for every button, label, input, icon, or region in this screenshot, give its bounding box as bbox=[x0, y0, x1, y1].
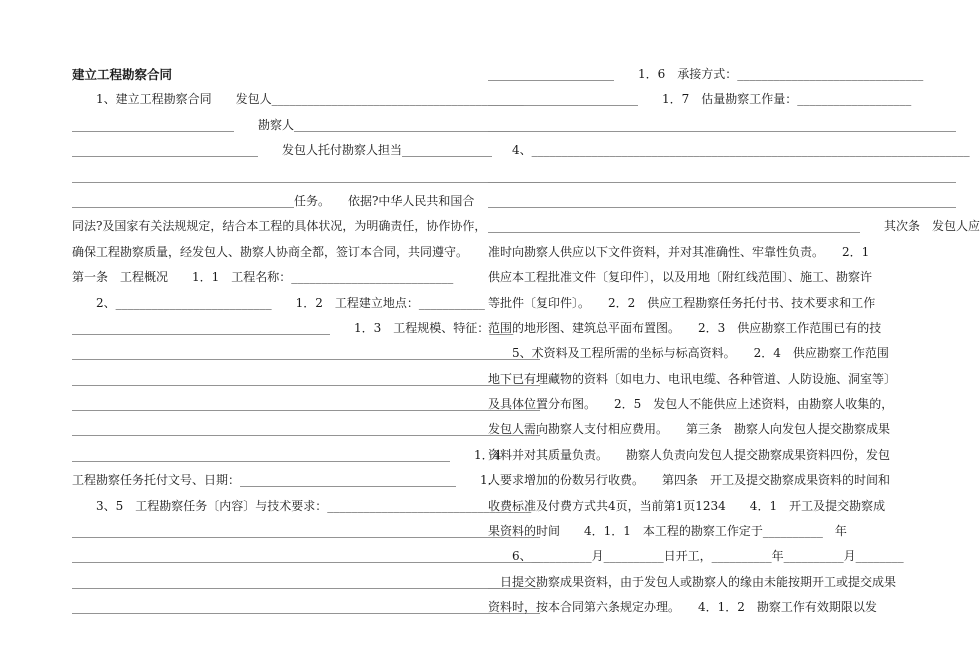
left-line-18: ______________________________________________________________________________ bbox=[72, 524, 540, 539]
left-line-3: _______________________________ 发包人托付勘察人担当_______________ bbox=[72, 143, 493, 158]
left-line-12: ______________________________________________________________________________ bbox=[72, 371, 540, 386]
right-line-5: ______________________________________________________________________________ bbox=[488, 193, 956, 208]
left-line-13: ______________________________________________________________________________ bbox=[72, 397, 540, 412]
left-line-2: ___________________________ 勘察人____________________________________ bbox=[72, 117, 511, 132]
right-line-14: 发包人需向勘察人支付相应费用。 第三条 勘察人向发包人提交勘察成果 bbox=[488, 422, 891, 437]
right-line-4: ______________________________________________________________________________ bbox=[488, 168, 956, 183]
left-line-21: ______________________________________________________________________________ bbox=[72, 600, 540, 615]
left-line-20: ______________________________________________________________________________ bbox=[72, 574, 540, 589]
right-line-20: __日提交勘察成果资料，由于发包人或勘察人的缘由未能按期开工或提交成果 bbox=[488, 574, 897, 589]
left-line-1: 1、建立工程勘察合同 发包人__________________________________________ bbox=[72, 92, 524, 107]
right-line-9: 等批件〔复印件〕。 2．2 供应工程勘察任务托付书、技术要求和工作 bbox=[488, 295, 876, 310]
left-line-11: ______________________________________________________________________________ bbox=[72, 346, 540, 361]
right-line-21: 资料时，按本合同第六条规定办理。 4．1．2 勘察工作有效期限以发 bbox=[488, 600, 877, 615]
document-title: 建立工程勘察合同 bbox=[72, 67, 173, 82]
left-line-10: ___________________________________________ 1．3 工程规模、特征：____ bbox=[72, 320, 514, 335]
right-line-19: 6、__________月__________日开工，__________年__________月________ bbox=[488, 549, 904, 564]
right-line-11: 5、术资料及工程所需的坐标与标高资料。 2．4 供应勘察工作范围 bbox=[488, 346, 889, 361]
left-line-14: ______________________________________________________________________________ bbox=[72, 422, 540, 437]
right-line-10: 范围的地形图、建筑总平面布置图。 2．3 供应勘察工作范围已有的技 bbox=[488, 320, 882, 335]
right-line-2: ______________________________________________________________________________ bbox=[488, 117, 956, 132]
right-line-16: 人要求增加的份数另行收费。 第四条 开工及提交勘察成果资料的时间和 bbox=[488, 473, 891, 488]
left-line-15: _______________________________________________________________ 1．4 bbox=[72, 447, 502, 462]
right-line-1: _________________________ 1．7 估量勘察工作量：___________________ bbox=[488, 92, 912, 107]
left-line-5: _____________________________________任务。 依据?中华人民共和国合 bbox=[72, 193, 475, 208]
right-line-17: 收费标准及付费方式共4页，当前第1页1234 4．1 开工及提交勘察成 bbox=[488, 498, 886, 513]
left-line-16: 工程勘察任务托付文号、日期：____________________________________ 1． bbox=[72, 473, 500, 488]
right-line-7: 准时向勘察人供应以下文件资料，并对其准确性、牢靠性负责。 2．1 bbox=[488, 244, 870, 259]
right-line-6: ______________________________________________________________ 其次条 发包人应 bbox=[488, 219, 980, 234]
right-line-15: 资料并对其质量负责。 勘察人负责向发包人提交勘察成果资料四份，发包 bbox=[488, 447, 891, 462]
right-line-8: 供应本工程批准文件〔复印件〕，以及用地〔附红线范围〕、施工、勘察许 bbox=[488, 270, 873, 285]
left-line-4: ______________________________________________________________________________ bbox=[72, 168, 540, 183]
right-line-0: _____________________ 1．6 承接方式：_______________________________ bbox=[488, 67, 924, 81]
right-column bbox=[488, 62, 980, 621]
left-line-19: ______________________________________________________________________________ bbox=[72, 549, 540, 564]
left-column bbox=[72, 62, 540, 621]
right-line-12: 地下已有埋藏物的资料〔如电力、电讯电缆、各种管道、人防设施、洞室等〕 bbox=[488, 371, 897, 386]
right-line-18: 果资料的时间 4．1．1 本工程的勘察工作定于__________ 年 bbox=[488, 524, 847, 539]
left-line-17: 3、5 工程勘察任务〔内容〕与技术要求：__________________________________ bbox=[72, 498, 532, 513]
left-line-9: 2、__________________________ 1．2 工程建立地点：___________ bbox=[72, 295, 485, 310]
right-line-3: 4、_________________________________________________________________________ bbox=[488, 143, 970, 158]
left-line-8: 第一条 工程概况 1．1 工程名称：___________________________ bbox=[72, 270, 454, 285]
left-line-6: 同法?及国家有关法规规定，结合本工程的具体状况，为明确责任，协作协作， bbox=[72, 219, 487, 234]
left-line-7: 确保工程勘察质量，经发包人、勘察人协商全都，签订本合同，共同遵守。 bbox=[72, 244, 469, 259]
right-line-13: 及具体位置分布图。 2．5 发包人不能供应上述资料，由勘察人收集的， bbox=[488, 397, 894, 412]
